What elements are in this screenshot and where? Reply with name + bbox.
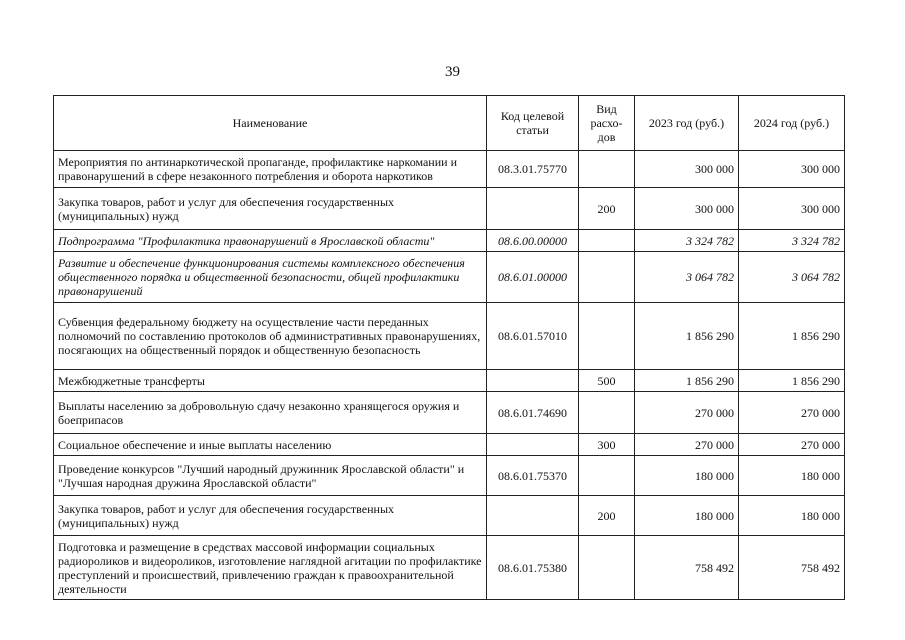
row-code: 08.6.01.57010: [487, 303, 579, 370]
row-2023: 3 064 782: [635, 252, 739, 303]
row-2024: 270 000: [739, 434, 845, 456]
header-type: Вид расхо-дов: [579, 96, 635, 151]
row-name: Закупка товаров, работ и услуг для обеспечения государственных (муниципальных) нужд: [54, 496, 487, 536]
row-2024: 758 492: [739, 536, 845, 600]
table-row: [54, 434, 845, 456]
row-code: [487, 188, 579, 230]
row-2024: 270 000: [739, 392, 845, 434]
row-name: Развитие и обеспечение функционирования системы комплексного обеспечения общественного порядка и общественной безопасности, общей профилактики правонарушений: [54, 252, 487, 303]
row-2024: 180 000: [739, 456, 845, 496]
row-code: 08.6.01.75370: [487, 456, 579, 496]
row-type: [579, 151, 635, 188]
table-row: [54, 370, 845, 392]
row-2024: 300 000: [739, 151, 845, 188]
table-row: [54, 303, 845, 370]
row-code: [487, 434, 579, 456]
row-code: 08.6.01.00000: [487, 252, 579, 303]
row-name: Проведение конкурсов "Лучший народный дружинник Ярославской области" и "Лучшая народная дружина Ярославской области": [54, 456, 487, 496]
row-type: [579, 303, 635, 370]
row-name: Подготовка и размещение в средствах массовой информации социальных радиороликов и видеороликов, изготовление наглядной агитации по профилактике преступлений и происшествий, привлечению граждан к правоохранительной деятельности: [54, 536, 487, 600]
row-2024: 180 000: [739, 496, 845, 536]
table-row: [54, 151, 845, 188]
row-2023: 180 000: [635, 456, 739, 496]
page-number: 39: [445, 64, 460, 80]
row-type: 500: [579, 370, 635, 392]
row-2023: 758 492: [635, 536, 739, 600]
row-2024: 3 324 782: [739, 230, 845, 252]
row-name: Подпрограмма "Профилактика правонарушений в Ярославской области": [54, 230, 487, 252]
header-code: Код целевой статьи: [487, 96, 579, 151]
header-name: Наименование: [54, 96, 487, 151]
row-name: Межбюджетные трансферты: [54, 370, 487, 392]
row-name: Выплаты населению за добровольную сдачу незаконно хранящегося оружия и боеприпасов: [54, 392, 487, 434]
row-2023: 270 000: [635, 392, 739, 434]
row-2023: 300 000: [635, 151, 739, 188]
row-type: 300: [579, 434, 635, 456]
table-row: [54, 252, 845, 303]
row-type: [579, 456, 635, 496]
row-2023: 1 856 290: [635, 303, 739, 370]
table-row: [54, 456, 845, 496]
row-2023: 3 324 782: [635, 230, 739, 252]
row-type: 200: [579, 496, 635, 536]
row-name: Социальное обеспечение и иные выплаты населению: [54, 434, 487, 456]
row-type: [579, 392, 635, 434]
table-row: [54, 392, 845, 434]
row-code: 08.6.01.74690: [487, 392, 579, 434]
row-2024: 3 064 782: [739, 252, 845, 303]
row-2023: 270 000: [635, 434, 739, 456]
table-row: [54, 230, 845, 252]
table-row: [54, 496, 845, 536]
row-2024: 300 000: [739, 188, 845, 230]
row-code: 08.6.00.00000: [487, 230, 579, 252]
row-2023: 1 856 290: [635, 370, 739, 392]
row-2023: 300 000: [635, 188, 739, 230]
table-header-row: [54, 96, 845, 151]
table-row: [54, 536, 845, 600]
header-2024: 2024 год (руб.): [739, 96, 845, 151]
row-type: [579, 252, 635, 303]
row-name: Закупка товаров, работ и услуг для обеспечения государственных (муниципальных) нужд: [54, 188, 487, 230]
row-2024: 1 856 290: [739, 303, 845, 370]
row-code: [487, 496, 579, 536]
row-code: 08.6.01.75380: [487, 536, 579, 600]
table-row: [54, 188, 845, 230]
row-type: [579, 536, 635, 600]
row-code: 08.3.01.75770: [487, 151, 579, 188]
row-type: 200: [579, 188, 635, 230]
row-type: [579, 230, 635, 252]
row-2024: 1 856 290: [739, 370, 845, 392]
budget-table: [53, 95, 845, 600]
row-code: [487, 370, 579, 392]
row-name: Мероприятия по антинаркотической пропаганде, профилактике наркомании и правонарушений в сфере незаконного потребления и оборота наркотиков: [54, 151, 487, 188]
header-2023: 2023 год (руб.): [635, 96, 739, 151]
row-2023: 180 000: [635, 496, 739, 536]
row-name: Субвенция федеральному бюджету на осуществление части переданных полномочий по составлению протоколов об административных правонарушениях, посягающих на общественный порядок и общественную безопасность: [54, 303, 487, 370]
